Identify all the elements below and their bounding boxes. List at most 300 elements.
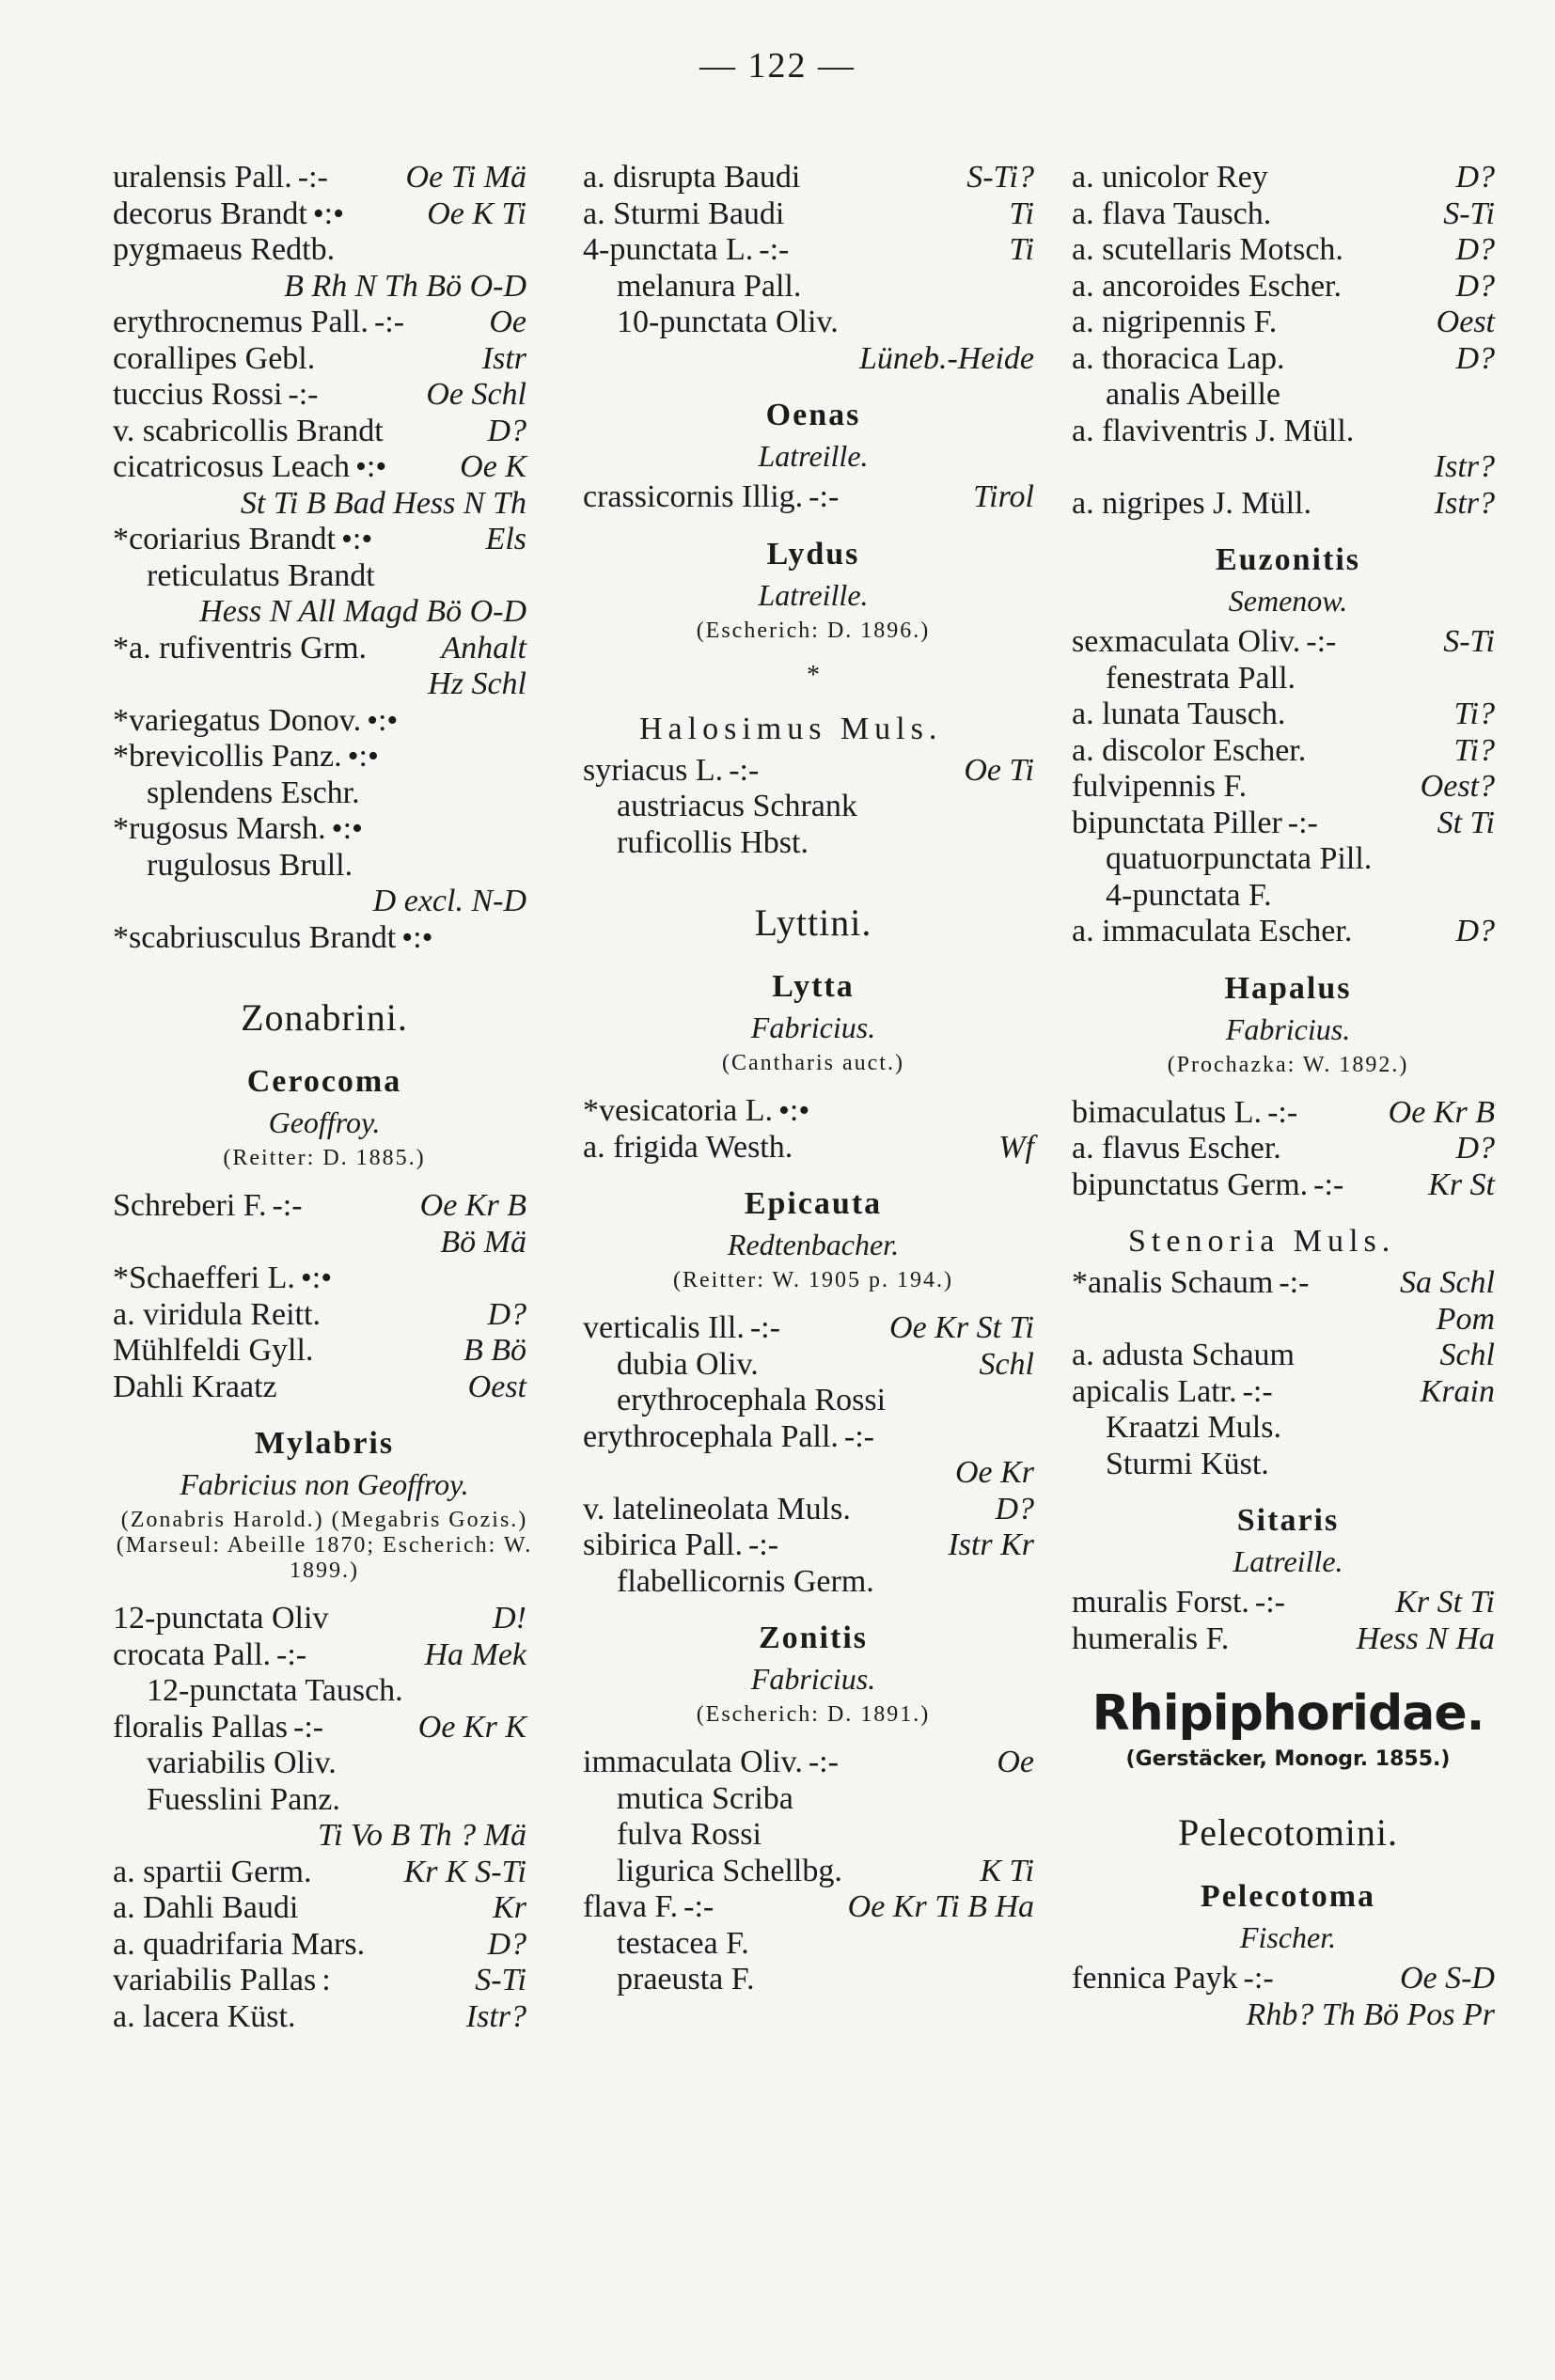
- distribution-continuation: St Ti B Bad Hess N Th: [240, 485, 526, 521]
- species-entry: [1072, 1265, 1504, 1302]
- species-name: fulva Rossi: [617, 1817, 762, 1852]
- distribution: D?: [1455, 268, 1495, 304]
- species-entry: [1072, 841, 1504, 878]
- distribution-symbol: •:•: [401, 919, 433, 955]
- species-name: v. latelineolata Muls.: [583, 1491, 851, 1527]
- species-entry: [1072, 341, 1504, 378]
- distribution-continuation: Pom: [1436, 1301, 1495, 1337]
- distribution: S-Ti: [475, 1963, 526, 1997]
- distribution-continuation: Istr?: [1434, 449, 1495, 484]
- species-entry: [583, 1093, 1044, 1130]
- species-name: immaculata Oliv.: [583, 1745, 803, 1779]
- distribution-symbol: •:•: [331, 811, 363, 846]
- distribution: Ti: [1009, 232, 1034, 267]
- species-name: ligurica Schellbg.: [617, 1853, 842, 1888]
- species-name: quatuorpunctata Pill.: [1106, 841, 1373, 876]
- species-name: a. ancoroides Escher.: [1072, 268, 1342, 304]
- species-name: sexmaculata Oliv.: [1072, 624, 1301, 659]
- species-entry: [1072, 1585, 1504, 1621]
- genus-heading: Mylabris: [254, 1426, 395, 1461]
- species-entry: [113, 1855, 536, 1891]
- species-entry: [113, 196, 536, 233]
- distribution: Ti?: [1453, 697, 1495, 731]
- distribution: Sa Schl: [1399, 1265, 1495, 1300]
- distribution: Oe Kr St Ti: [889, 1310, 1034, 1345]
- species-name: corallipes Gebl.: [113, 340, 316, 376]
- distribution: Ha Mek: [424, 1636, 526, 1672]
- species-name: v. scabricollis Brandt: [113, 413, 384, 448]
- species-entry: [583, 1419, 1044, 1456]
- distribution-symbol: -:-: [293, 1709, 324, 1745]
- species-entry: [583, 196, 1044, 233]
- distribution-continuation: D excl. N-D: [372, 884, 526, 918]
- species-name: a. frigida Westh.: [583, 1129, 793, 1165]
- distribution: Tirol: [973, 479, 1034, 514]
- species-entry: [583, 1492, 1044, 1528]
- distribution: Els: [485, 522, 526, 556]
- distribution-symbol: -:-: [809, 479, 840, 514]
- species-entry: [113, 1637, 536, 1674]
- genus-author: Geoffroy.: [268, 1105, 381, 1139]
- species-entry: [113, 848, 536, 885]
- species-name: bipunctata Piller: [1072, 805, 1282, 840]
- species-name: a. spartii Germ.: [113, 1854, 312, 1889]
- species-name: a. thoracica Lap.: [1072, 340, 1285, 376]
- genus-heading: Cerocoma: [246, 1064, 402, 1099]
- distribution-symbol: :: [322, 1963, 331, 1997]
- distribution: Oest: [1436, 305, 1495, 339]
- genus-author: Fabricius.: [750, 1010, 876, 1044]
- species-name: crassicornis Illig.: [583, 479, 804, 514]
- species-name: a. flava Tausch.: [1072, 196, 1272, 231]
- species-name: sibirica Pall.: [583, 1527, 743, 1562]
- family-heading: Rhipiphoridae.: [1092, 1685, 1484, 1742]
- species-entry: [1072, 1095, 1504, 1132]
- distribution: Oest?: [1420, 769, 1495, 804]
- distribution: Istr?: [465, 1998, 526, 2034]
- species-entry: [113, 1890, 536, 1927]
- species-entry: [113, 1927, 536, 1964]
- genus-heading: Pelecotoma: [1200, 1879, 1376, 1914]
- distribution: Oe K Ti: [427, 196, 526, 231]
- distribution-symbol: -:-: [729, 752, 760, 788]
- species-entry: [1072, 1131, 1504, 1167]
- literature-reference: (Prochazka: W. 1892.): [1167, 1052, 1409, 1077]
- species-name: Fuesslini Panz.: [147, 1781, 340, 1817]
- species-name: fulvipennis F.: [1072, 769, 1248, 804]
- species-entry: [1072, 1621, 1504, 1658]
- species-entry: [113, 449, 536, 486]
- tribe-heading: Zonabrini.: [241, 996, 408, 1039]
- species-name: praeusta F.: [617, 1962, 755, 1996]
- species-entry: [1072, 1961, 1504, 1997]
- species-entry: [583, 1745, 1044, 1781]
- species-entry: [583, 1889, 1044, 1926]
- species-entry: [1072, 878, 1504, 915]
- species-name: *vesicatoria L.: [583, 1093, 774, 1128]
- species-entry: [1072, 196, 1504, 233]
- distribution-symbol: -:-: [276, 1636, 307, 1672]
- species-name: 12-punctata Tausch.: [147, 1673, 403, 1708]
- species-name: *brevicollis Panz.: [113, 739, 342, 774]
- species-name: apicalis Latr.: [1072, 1373, 1237, 1409]
- species-name: humeralis F.: [1072, 1621, 1230, 1656]
- distribution: Kr K S-Ti: [403, 1854, 526, 1889]
- species-entry: [1072, 769, 1504, 806]
- genus-author: Fabricius.: [1225, 1011, 1351, 1046]
- species-entry: [583, 1817, 1044, 1854]
- distribution: Schl: [979, 1346, 1034, 1382]
- species-entry: [1072, 697, 1504, 733]
- literature-reference: (Escherich: D. 1891.): [696, 1702, 931, 1727]
- species-entry: [1072, 1447, 1504, 1483]
- distribution: S-Ti: [1443, 196, 1495, 231]
- species-name: crocata Pall.: [113, 1636, 272, 1672]
- species-name: a. immaculata Escher.: [1072, 914, 1353, 948]
- species-entry: [583, 825, 1044, 862]
- species-name: mutica Scriba: [617, 1780, 793, 1816]
- distribution: Kr St: [1428, 1167, 1495, 1202]
- tribe-heading: Pelecotomini.: [1177, 1811, 1399, 1854]
- species-name: *a. rufiventris Grm.: [113, 630, 368, 665]
- genus-heading: Zonitis: [758, 1621, 869, 1655]
- species-entry: [583, 479, 1044, 516]
- asterisk-marker: *: [807, 660, 820, 690]
- species-name: flava F.: [583, 1889, 679, 1924]
- species-name: muralis Forst.: [1072, 1585, 1249, 1620]
- species-name: decorus Brandt: [113, 196, 307, 231]
- species-entry: [1072, 624, 1504, 661]
- species-entry: [1072, 269, 1504, 305]
- distribution: St Ti: [1437, 805, 1495, 840]
- distribution: D?: [1455, 1131, 1495, 1166]
- species-name: reticulatus Brandt: [147, 557, 375, 593]
- species-name: flabellicornis Germ.: [617, 1563, 874, 1599]
- distribution-symbol: -:-: [1287, 805, 1318, 840]
- distribution-symbol: •:•: [367, 702, 399, 738]
- species-name: tuccius Rossi: [113, 377, 283, 412]
- distribution: Oe Ti Mä: [405, 160, 526, 195]
- species-name: *coriarius Brandt: [113, 522, 336, 556]
- species-name: verticalis Ill.: [583, 1310, 745, 1345]
- species-entry: [583, 1383, 1044, 1419]
- distribution: Ti?: [1453, 732, 1495, 768]
- species-name: fenestrata Pall.: [1106, 660, 1296, 696]
- distribution: Oe Kr B: [419, 1188, 526, 1223]
- distribution: Oe: [997, 1745, 1034, 1779]
- species-entry: [113, 1999, 536, 2036]
- distribution-symbol: -:-: [297, 160, 328, 195]
- species-name: fennica Payk: [1072, 1961, 1238, 1996]
- distribution-symbol: -:-: [843, 1418, 874, 1454]
- species-entry: [583, 1310, 1044, 1347]
- species-entry: [583, 1564, 1044, 1601]
- distribution-symbol: -:-: [1313, 1167, 1344, 1202]
- species-name: ruficollis Hbst.: [617, 824, 809, 860]
- genus-author: Semenow.: [1228, 584, 1348, 618]
- distribution-symbol: -:-: [749, 1310, 780, 1345]
- species-name: a. flaviventris J. Müll.: [1072, 413, 1355, 448]
- distribution: Oe K: [460, 449, 526, 484]
- species-entry: [113, 305, 536, 341]
- species-entry: [583, 269, 1044, 305]
- distribution: D?: [487, 1926, 526, 1962]
- species-name: Dahli Kraatz: [113, 1369, 277, 1404]
- species-name: dubia Oliv.: [617, 1346, 759, 1382]
- distribution: K Ti: [980, 1853, 1034, 1888]
- species-entry: [113, 1333, 536, 1370]
- species-name: Schreberi F.: [113, 1188, 267, 1223]
- genus-author: Redtenbacher.: [727, 1228, 900, 1261]
- distribution: D?: [1455, 232, 1495, 267]
- distribution-symbol: •:•: [355, 449, 387, 484]
- genus-author: Latreille.: [758, 439, 869, 473]
- species-entry: [1072, 486, 1504, 523]
- species-entry: [1072, 377, 1504, 414]
- species-name: *variegatus Donov.: [113, 702, 362, 738]
- species-name: a. discolor Escher.: [1072, 732, 1307, 768]
- species-name: uralensis Pall.: [113, 160, 292, 195]
- genus-heading: Epicauta: [744, 1186, 883, 1221]
- species-name: rugulosus Brull.: [147, 847, 353, 883]
- species-name: *rugosus Marsh.: [113, 811, 326, 846]
- species-name: testacea F.: [617, 1925, 749, 1961]
- distribution: Oe Schl: [426, 377, 526, 412]
- distribution: S-Ti?: [966, 160, 1034, 195]
- species-name: a. lacera Küst.: [113, 1998, 296, 2034]
- distribution: D!: [493, 1601, 526, 1636]
- species-name: pygmaeus Redtb.: [113, 232, 336, 267]
- species-name: austriacus Schrank: [617, 789, 857, 823]
- species-entry: [113, 775, 536, 812]
- species-name: a. flavus Escher.: [1072, 1131, 1281, 1166]
- species-entry: [583, 753, 1044, 790]
- genus-heading: Stenoria Muls.: [1128, 1224, 1396, 1259]
- species-entry: [583, 1962, 1044, 1998]
- species-name: splendens Eschr.: [147, 775, 360, 810]
- distribution-continuation: Hess N All Magd Bö O-D: [199, 594, 526, 629]
- literature-reference: (Reitter: D. 1885.): [223, 1146, 426, 1170]
- distribution-symbol: -:-: [272, 1188, 303, 1223]
- species-name: Sturmi Küst.: [1106, 1446, 1269, 1481]
- species-entry: [1072, 1167, 1504, 1204]
- species-name: a. unicolor Rey: [1072, 160, 1268, 195]
- species-entry: [1072, 733, 1504, 770]
- species-entry: [113, 341, 536, 378]
- species-name: *scabriusculus Brandt: [113, 919, 397, 955]
- distribution-continuation: Hz Schl: [428, 666, 526, 701]
- species-entry: [113, 160, 536, 196]
- genus-author: Fabricius.: [750, 1662, 876, 1696]
- distribution-symbol: -:-: [759, 232, 790, 267]
- distribution: Oe: [489, 305, 526, 339]
- species-entry: [583, 789, 1044, 825]
- species-name: bimaculatus L.: [1072, 1094, 1263, 1130]
- distribution-symbol: -:-: [1306, 624, 1337, 659]
- genus-author: Fischer.: [1239, 1920, 1337, 1954]
- genus-heading: Lytta: [772, 969, 855, 1004]
- distribution: S-Ti: [1443, 624, 1495, 659]
- distribution-symbol: •:•: [347, 739, 379, 774]
- distribution-symbol: -:-: [1243, 1961, 1274, 1996]
- genus-heading: Euzonitis: [1215, 542, 1361, 577]
- tribe-heading: Lyttini.: [754, 901, 872, 944]
- literature-reference: (Cantharis auct.): [722, 1051, 904, 1075]
- species-entry: [1072, 1410, 1504, 1447]
- distribution-continuation: Oe Kr: [954, 1455, 1034, 1490]
- species-entry: [113, 558, 536, 595]
- species-name: a. Dahli Baudi: [113, 1890, 299, 1925]
- distribution: D?: [995, 1491, 1034, 1527]
- distribution: Schl: [1439, 1338, 1495, 1372]
- page-number: — 122 —: [699, 46, 856, 86]
- distribution: D?: [487, 1296, 526, 1332]
- species-entry: [583, 1130, 1044, 1167]
- species-entry: [113, 1370, 536, 1406]
- genus-heading: Halosimus Muls.: [639, 711, 943, 746]
- species-name: 4-punctata F.: [1106, 877, 1272, 913]
- genus-heading: Hapalus: [1224, 970, 1352, 1006]
- distribution: Oest: [467, 1369, 526, 1404]
- column-1: [113, 160, 536, 2035]
- species-entry: [113, 232, 536, 269]
- species-entry: [583, 160, 1044, 196]
- species-entry: [113, 1782, 536, 1819]
- genus-heading: Sitaris: [1236, 1503, 1340, 1538]
- species-entry: [1072, 1374, 1504, 1411]
- species-name: syriacus L.: [583, 752, 724, 788]
- species-name: a. scutellaris Motsch.: [1072, 232, 1343, 267]
- distribution-symbol: -:-: [1267, 1094, 1298, 1130]
- species-name: *analis Schaum: [1072, 1265, 1274, 1300]
- species-entry: [1072, 414, 1504, 450]
- species-entry: [113, 631, 536, 667]
- genus-heading: Oenas: [765, 398, 861, 432]
- species-entry: [113, 1673, 536, 1710]
- species-name: *Schaefferi L.: [113, 1260, 295, 1295]
- distribution-symbol: •:•: [300, 1260, 333, 1295]
- family-reference: (Gerstäcker, Monogr. 1855.): [1125, 1747, 1451, 1771]
- distribution: Kr: [493, 1890, 526, 1925]
- species-name: erythrocephala Pall.: [583, 1418, 839, 1454]
- distribution: D?: [487, 413, 526, 448]
- species-entry: [583, 232, 1044, 269]
- species-name: a. nigripennis F.: [1072, 305, 1278, 339]
- species-entry: [583, 1854, 1044, 1890]
- species-name: 4-punctata L.: [583, 232, 754, 267]
- species-name: a. lunata Tausch.: [1072, 697, 1286, 731]
- distribution: Istr: [481, 340, 526, 376]
- distribution-symbol: -:-: [808, 1745, 839, 1779]
- species-entry: [583, 305, 1044, 341]
- species-entry: [113, 1260, 536, 1297]
- genus-author: Latreille.: [758, 577, 869, 612]
- species-entry: [583, 1527, 1044, 1564]
- distribution-symbol: -:-: [288, 377, 319, 412]
- species-entry: [1072, 305, 1504, 341]
- genus-heading: Lydus: [766, 536, 860, 572]
- distribution-symbol: -:-: [1242, 1373, 1273, 1409]
- species-entry: [113, 414, 536, 450]
- distribution-symbol: -:-: [1279, 1265, 1310, 1300]
- genus-author: Fabricius non Geoffroy.: [180, 1467, 469, 1501]
- distribution-continuation: Bö Mä: [440, 1224, 526, 1260]
- column-2: [583, 160, 1044, 1998]
- distribution: Oe Kr Ti B Ha: [847, 1889, 1034, 1924]
- species-name: melanura Pall.: [617, 268, 802, 304]
- distribution: D?: [1455, 340, 1495, 376]
- distribution: Oe Kr K: [417, 1709, 526, 1745]
- species-entry: [1072, 914, 1504, 950]
- species-name: Kraatzi Muls.: [1106, 1410, 1281, 1445]
- distribution-symbol: •:•: [312, 196, 345, 231]
- distribution: Kr St Ti: [1395, 1585, 1495, 1620]
- distribution: Istr?: [1434, 485, 1495, 521]
- distribution: Ti: [1009, 196, 1034, 231]
- distribution: D?: [1455, 914, 1495, 948]
- distribution: Oe S-D: [1399, 1961, 1495, 1996]
- distribution-symbol: •:•: [341, 522, 373, 556]
- species-name: a. nigripes J. Müll.: [1072, 485, 1312, 521]
- distribution: Wf: [998, 1129, 1034, 1165]
- species-entry: [113, 811, 536, 848]
- species-entry: [113, 1710, 536, 1746]
- species-entry: [113, 703, 536, 740]
- species-name: erythrocephala Rossi: [617, 1383, 887, 1417]
- species-entry: [1072, 661, 1504, 697]
- species-name: 10-punctata Oliv.: [617, 305, 839, 339]
- distribution-symbol: -:-: [1254, 1585, 1285, 1620]
- species-entry: [1072, 160, 1504, 196]
- distribution: Istr Kr: [948, 1527, 1034, 1562]
- distribution-symbol: -:-: [373, 305, 405, 339]
- species-entry: [583, 1781, 1044, 1818]
- distribution-symbol: -:-: [683, 1889, 715, 1924]
- species-entry: [1072, 806, 1504, 842]
- distribution-continuation: Rhb? Th Bö Pos Pr: [1246, 1996, 1495, 2032]
- species-entry: [1072, 1338, 1504, 1374]
- distribution: D?: [1455, 160, 1495, 195]
- distribution-continuation: Ti Vo B Th ? Mä: [318, 1818, 526, 1853]
- species-entry: [113, 377, 536, 414]
- species-name: analis Abeille: [1106, 377, 1281, 412]
- distribution-continuation: Lüneb.-Heide: [858, 340, 1034, 376]
- species-entry: [113, 1188, 536, 1225]
- species-entry: [113, 522, 536, 558]
- species-entry: [113, 1963, 536, 1999]
- species-entry: [113, 1297, 536, 1334]
- literature-reference: (Escherich: D. 1896.): [696, 618, 931, 643]
- distribution: B Bö: [463, 1333, 526, 1368]
- distribution: Oe Ti: [964, 752, 1034, 788]
- species-name: cicatricosus Leach: [113, 449, 351, 484]
- distribution: Krain: [1420, 1373, 1495, 1409]
- species-name: variabilis Oliv.: [147, 1746, 337, 1780]
- genus-author: Latreille.: [1233, 1544, 1343, 1578]
- column-3: [1072, 160, 1504, 2033]
- species-name: a. adusta Schaum: [1072, 1338, 1295, 1372]
- distribution-symbol: -:-: [747, 1527, 779, 1562]
- distribution-symbol: •:•: [778, 1093, 810, 1128]
- species-entry: [1072, 232, 1504, 269]
- species-entry: [583, 1347, 1044, 1384]
- species-entry: [113, 1601, 536, 1637]
- distribution: Hess N Ha: [1356, 1621, 1495, 1656]
- species-entry: [113, 739, 536, 775]
- species-name: a. disrupta Baudi: [583, 160, 801, 195]
- species-name: Mühlfeldi Gyll.: [113, 1333, 314, 1368]
- species-name: bipunctatus Germ.: [1072, 1167, 1309, 1202]
